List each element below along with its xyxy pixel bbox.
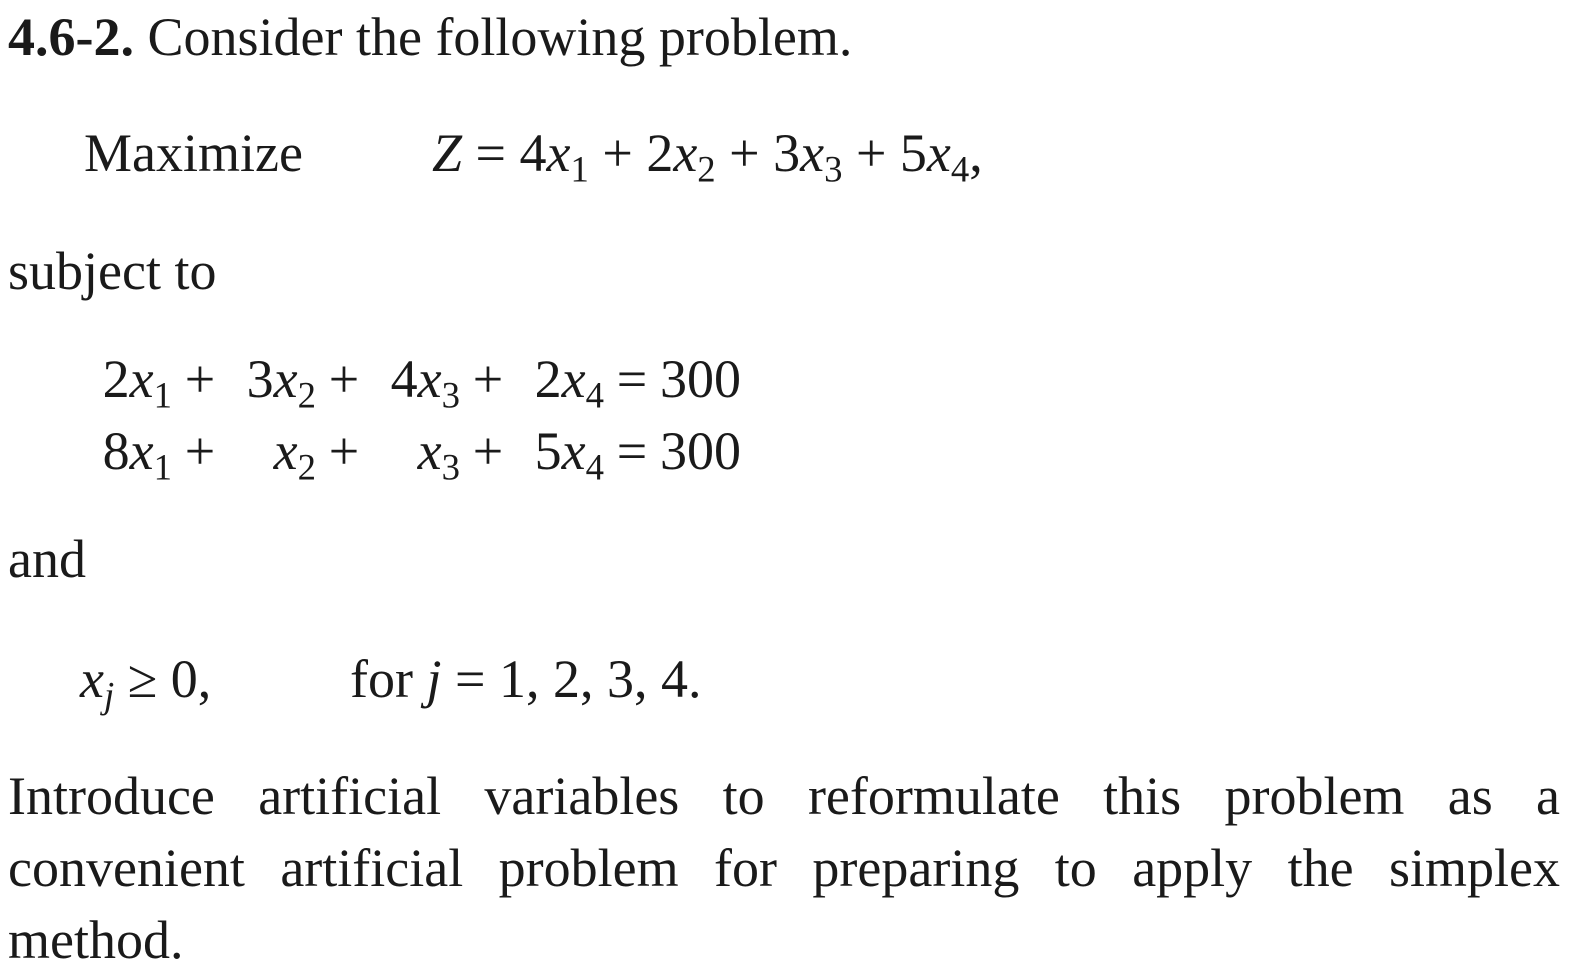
constraint-term: $3x_2$ bbox=[246, 349, 316, 416]
constraint-term: $5x_4$ bbox=[534, 421, 604, 488]
constraint-term: $x_3$ bbox=[417, 421, 460, 488]
constraint-equals: = bbox=[616, 421, 648, 481]
objective-term-3: $3x_3$ bbox=[773, 123, 843, 190]
constraint-term: $x_2$ bbox=[273, 421, 316, 488]
constraint-op: + bbox=[184, 349, 216, 409]
constraint-row bbox=[84, 349, 741, 416]
constraint-op: + bbox=[472, 421, 504, 481]
constraint-op: + bbox=[328, 349, 360, 409]
constraint-op: + bbox=[472, 349, 504, 409]
objective-expression bbox=[432, 123, 983, 190]
constraint-rhs: 300 bbox=[660, 349, 741, 409]
constraint-row bbox=[84, 421, 741, 488]
problem-number: 4.6-2. bbox=[8, 7, 134, 67]
subject-to-label: subject to bbox=[8, 241, 217, 301]
objective-label: Maximize bbox=[84, 123, 303, 183]
problem-header bbox=[8, 7, 853, 67]
constraint-term: $8x_1$ bbox=[102, 421, 172, 488]
objective-op-1: + bbox=[602, 123, 633, 183]
objective-op-3: + bbox=[855, 123, 887, 183]
nonnegativity-range: for j = 1, 2, 3, 4. bbox=[350, 649, 702, 709]
problem-title: Consider the following problem. bbox=[147, 7, 853, 67]
objective-equals: = bbox=[475, 123, 507, 183]
and-label: and bbox=[8, 529, 86, 589]
objective-term-4: $5x_4$, bbox=[899, 123, 983, 190]
objective-term-1: $4x_1$ bbox=[519, 123, 589, 190]
instruction-paragraph: Introduce artificial variables to reformulate this problem as a convenient artificial problem for preparing to apply the simplex method. bbox=[8, 766, 1560, 970]
objective-term-2: $2x_2$ bbox=[646, 123, 716, 190]
constraint-term: $2x_1$ bbox=[102, 349, 172, 416]
constraint-op: + bbox=[328, 421, 360, 481]
constraint-equals: = bbox=[616, 349, 648, 409]
objective-op-2: + bbox=[729, 123, 760, 183]
objective-lhs: Z bbox=[432, 123, 463, 183]
constraint-rhs: 300 bbox=[660, 421, 741, 481]
constraint-term: $2x_4$ bbox=[534, 349, 604, 416]
constraint-term: $4x_3$ bbox=[390, 349, 460, 416]
constraint-op: + bbox=[184, 421, 216, 481]
nonnegativity-expression: $x_j \ge 0$, bbox=[80, 649, 212, 716]
